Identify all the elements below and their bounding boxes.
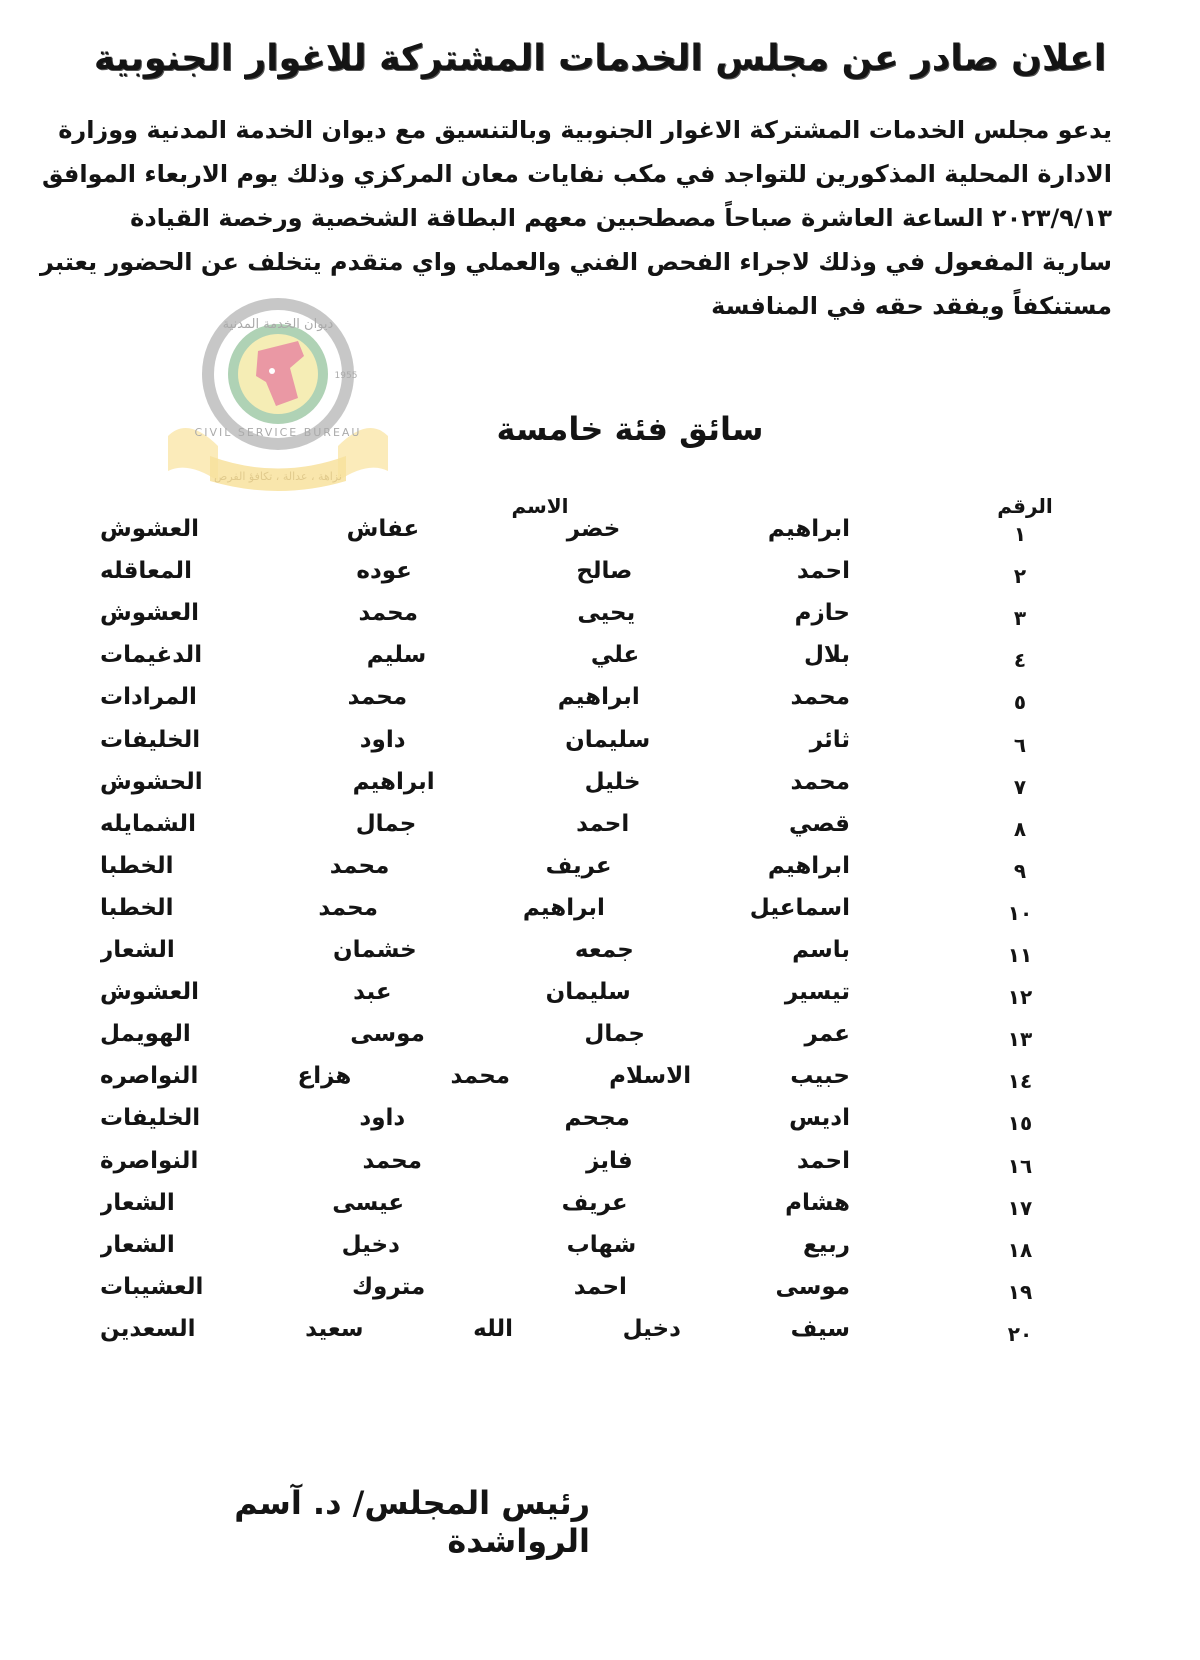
table-row: [100, 1273, 1070, 1314]
table-row: [100, 684, 1070, 724]
row-number: ٦: [1013, 732, 1027, 757]
row-number: ١٠: [1007, 900, 1033, 925]
row-number: ١٧: [1007, 1195, 1033, 1220]
intro-line: يدعو مجلس الخدمات المشتركة الاغوار الجنوبية وبالتنسيق مع ديوان الخدمة المدنية ووزارة: [58, 116, 1112, 144]
row-number: ٥: [1013, 690, 1027, 715]
row-number: ٩: [1013, 858, 1027, 883]
row-number: ١٤: [1007, 1069, 1033, 1094]
row-number: ١٨: [1007, 1237, 1033, 1262]
row-name: قصي احمد جمال الشمايله: [100, 810, 850, 837]
row-name: اسماعيل ابراهيم محمد الخطبا: [100, 894, 850, 921]
row-number: ٤: [1013, 648, 1027, 673]
row-name: هشام عريف عيسى الشعار: [100, 1189, 850, 1216]
row-number: ١٢: [1007, 985, 1033, 1010]
intro-line: مستنكفاً ويفقد حقه في المنافسة: [711, 292, 1112, 320]
row-name: حازم يحيى محمد العشوش: [100, 600, 850, 627]
row-number: ١٣: [1007, 1027, 1033, 1052]
seal-english-text: CIVIL SERVICE BUREAU: [194, 426, 362, 439]
table-row: [100, 558, 1070, 598]
table-row: [100, 937, 1070, 977]
row-number: ١٦: [1007, 1153, 1033, 1178]
row-name: اديس مجحم داود الخليفات: [100, 1105, 850, 1132]
row-number: ٢: [1013, 564, 1027, 589]
intro-paragraph: [40, 108, 1112, 328]
table-row: [100, 1231, 1070, 1272]
row-name: سيف دخيل الله سعيد السعدين: [100, 1315, 850, 1342]
row-name: محمد ابراهيم محمد المرادات: [100, 684, 850, 711]
table-row: [100, 600, 1070, 640]
table-row: [100, 852, 1070, 893]
table-row: [100, 642, 1070, 682]
row-name: باسم جمعه خشمان الشعار: [100, 937, 850, 963]
row-number: ١: [1013, 522, 1027, 546]
table-row: [100, 1105, 1070, 1145]
table-row: [100, 1063, 1070, 1103]
seal-year: 1955: [334, 371, 358, 381]
row-name: حبيب الاسلام محمد هزاع النواصره: [100, 1063, 850, 1090]
table-row: [100, 894, 1070, 935]
row-name: ابراهيم خضر عفاش العشوش: [100, 516, 850, 542]
signature: رئيس المجلس/ د. آسم الرواشدة: [234, 1484, 590, 1560]
row-name: ربيع شهاب دخيل الشعار: [100, 1231, 850, 1258]
document-title: اعلان صادر عن مجلس الخدمات المشتركة للاغوار الجنوبية: [93, 38, 1107, 79]
header-number: الرقم: [997, 494, 1053, 518]
table-row: [100, 1021, 1070, 1061]
row-number: ١٩: [1007, 1279, 1033, 1304]
table-row: [100, 810, 1070, 851]
row-name: احمد صالح عوده المعاقله: [100, 558, 850, 585]
intro-line: الادارة المحلية المذكورين للتواجد في مكب نفايات معان المركزي وذلك يوم الاربعاء الموافق: [42, 160, 1112, 188]
row-name: محمد خليل ابراهيم الحشوش: [100, 768, 850, 795]
table-row: [100, 1189, 1070, 1230]
row-name: عمر جمال موسى الهويمل: [100, 1021, 850, 1048]
row-number: ١٥: [1007, 1111, 1033, 1136]
seal-arabic-text: ديوان الخدمة المدنية: [222, 317, 334, 332]
table-row: [100, 726, 1070, 767]
table-row: [100, 979, 1070, 1019]
table-row: [100, 1315, 1070, 1356]
row-number: ٢٠: [1007, 1321, 1033, 1346]
row-name: تيسير سليمان عبد العشوش: [100, 979, 850, 1006]
row-name: احمد فايز محمد النواصرة: [100, 1147, 850, 1174]
table-row: [100, 768, 1070, 809]
intro-line: ٢٠٢٣/٩/١٣ الساعة العاشرة صباحاً مصطحبين معهم البطاقة الشخصية ورخصة القيادة: [130, 204, 1112, 232]
row-number: ٨: [1013, 816, 1027, 841]
row-number: ١١: [1007, 943, 1033, 967]
civil-service-bureau-seal: [148, 296, 408, 506]
seal-motto: نزاهة ، عدالة ، تكافؤ الفرص: [214, 470, 342, 483]
row-name: بلال علي سليم الدغيمات: [100, 642, 850, 669]
row-number: ٧: [1013, 774, 1027, 799]
header-name: الاسم: [511, 494, 569, 518]
intro-line: سارية المفعول في وذلك لاجراء الفحص الفني والعملي واي متقدم يتخلف عن الحضور يعتبر: [40, 248, 1112, 276]
row-number: ٣: [1013, 606, 1027, 631]
row-name: ثائر سليمان داود الخليفات: [100, 726, 850, 753]
category-subtitle: سائق فئة خامسة: [496, 410, 764, 448]
row-name: ابراهيم عريف محمد الخطبا: [100, 852, 850, 879]
table-row: [100, 516, 1070, 556]
table-row: [100, 1147, 1070, 1188]
row-name: موسى احمد متروك العشيبات: [100, 1273, 850, 1300]
